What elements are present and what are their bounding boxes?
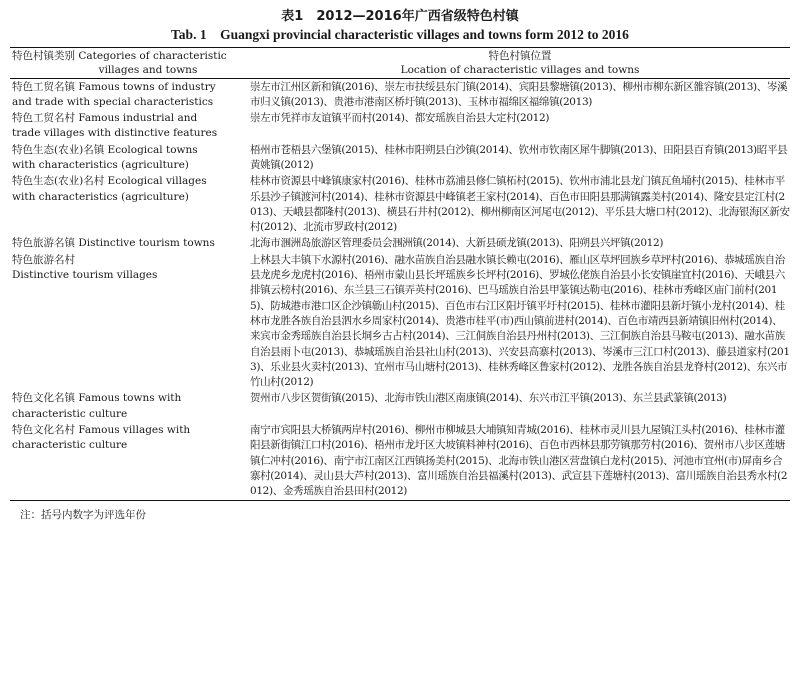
- category-zh: 特色旅游名村: [12, 253, 75, 266]
- row-category: [10, 423, 250, 501]
- category-en: and trade with special characteristics: [12, 95, 214, 108]
- header-category-zh: 特色村镇类别 Categories of characteristic: [12, 50, 227, 62]
- row-category: [10, 174, 250, 236]
- table-row: [10, 79, 790, 111]
- table-row: [10, 236, 790, 252]
- header-location-en: Location of characteristic villages and towns: [400, 64, 640, 76]
- row-locations: 崇左市凭祥市友谊镇平而村(2014)、都安瑶族自治县大定村(2012): [250, 112, 550, 125]
- row-locations: 北海市涠洲岛旅游区管理委员会涠洲镇(2014)、大新县硕龙镇(2013)、阳朔县兴坪镇(2012): [250, 237, 664, 250]
- table-row: [10, 423, 790, 501]
- table-row: [10, 252, 790, 391]
- row-locations: 梧州市苍梧县六堡镇(2015)、桂林市阳朔县白沙镇(2014)、钦州市钦南区犀牛脚镇(2013)、田阳县百育镇(2013)昭平县黄姚镇(2012): [250, 143, 788, 171]
- category-zh: 特色文化名村 Famous villages with: [12, 424, 191, 437]
- row-category: [10, 252, 250, 391]
- header-category: [10, 48, 250, 79]
- category-en: with characteristics (agriculture): [12, 190, 189, 203]
- row-locations: 南宁市宾阳县大桥镇两岸村(2016)、柳州市柳城县大埔镇知青城(2016)、桂林市灵川县九屋镇江头村(2016)、桂林市灌阳县新街镇江口村(2016)、梧州市龙圩区大坡镇料神村(2016)、百色市西林县那劳镇那劳村(2016)、贺州市八步区莲塘镇仁冲村(2016)、南宁市江南区江西镇扬美村(2015)、北海市铁山港区营盘镇白龙村(2015)、河池市宜州(市)屏南乡合寨村(2014)、灵山县大芦村(2013)、富川瑶族自治县福溪村(2013)、武宣县下莲塘村(2013)、富川瑶族自治县秀水村(2012)、金秀瑶族自治县田村(2012): [250, 423, 790, 501]
- category-zh: 特色旅游名镇 Distinctive tourism towns: [12, 237, 215, 250]
- row-category: [10, 391, 250, 423]
- category-zh: 特色文化名镇 Famous towns with: [12, 392, 182, 405]
- category-en: trade villages with distinctive features: [12, 127, 218, 140]
- header-location-zh: 特色村镇位置: [488, 50, 552, 62]
- row-locations: 桂林市资源县中峰镇康家村(2016)、桂林市荔浦县修仁镇柘村(2015)、钦州市浦北县龙门镇瓦鱼埇村(2015)、桂林市平乐县沙子镇渡河村(2014)、桂林市资源县中峰镇老王家村(2014)、百色市田阳县那满镇露美村(2014)、隆安县定江村(2013)、天峨县都隆村(2013)、横县石井村(2012)、柳州柳南区河尾屯(2012)、平乐县大塘口村(2012)、北海银海区新安村(2012)、北流市罗政村(2012): [250, 175, 790, 234]
- table-title-en: Tab. 1 Guangxi provincial characteristic villages and towns form 2012 to 2016: [171, 27, 629, 42]
- characteristic-villages-table: [10, 48, 790, 501]
- category-en: characteristic culture: [12, 439, 128, 452]
- table-header-row: [10, 48, 790, 79]
- table-title-zh: 表1 2012—2016年广西省级特色村镇: [281, 9, 519, 24]
- table-row: [10, 111, 790, 143]
- table-row: [10, 142, 790, 174]
- header-category-en: villages and towns: [98, 64, 198, 76]
- table-row: [10, 391, 790, 423]
- table-note: 注：括号内数字为评选年份: [20, 509, 146, 522]
- row-locations: 崇左市江州区新和镇(2016)、崇左市扶绥县东门镇(2014)、宾阳县黎塘镇(2013)、柳州市柳东新区雒容镇(2013)、岑溪市归义镇(2013)、贵港市港南区桥圩镇(2013)、玉林市福绵区福绵镇(2013): [250, 80, 788, 108]
- row-category: [10, 111, 250, 143]
- category-en: with characteristics (agriculture): [12, 158, 189, 171]
- row-locations: 上林县大丰镇下水源村(2016)、融水苗族自治县融水镇长赖屯(2016)、雁山区草坪回族乡草坪村(2016)、恭城瑶族自治县龙虎乡龙虎村(2016)、梧州市蒙山县长坪瑶族乡长坪村(2016)、罗城仫佬族自治县小长安镇崖宜村(2016)、天峨县六排镇云榜村(2016)、东兰县三石镇弄英村(2016)、巴马瑶族自治县甲篆镇达勒屯(2016)、桂林市秀峰区庙门前村(2015)、防城港市港口区企沙镇簕山村(2015)、百色市右江区阳圩镇平圩村(2015)、桂林市灌阳县新圩镇小龙村(2014)、桂林市龙胜各族自治县泗水乡周家村(2014)、贵港市桂平(市)西山镇前进村(2014)、百色市靖西县新靖镇旧州村(2014)、来宾市金秀瑶族自治县长垌乡古占村(2014)、三江侗族自治县丹州村(2013)、三江侗族自治县马鞍屯(2013)、融水苗族自治县雨卜屯(2013)、恭城瑶族自治县社山村(2013)、兴安县高寨村(2013)、岑溪市三江口村(2013)、藤县道家村(2013)、乐业县火卖村(2013)、宜州市马山塘村(2013)、桂林秀峰区鲁家村(2012)、龙胜各族自治县龙脊村(2012)、东兴市竹山村(2012): [250, 253, 790, 389]
- category-zh: 特色工贸名村 Famous industrial and: [12, 112, 198, 125]
- row-category: [10, 79, 250, 111]
- category-zh: 特色工贸名镇 Famous towns of industry: [12, 80, 216, 93]
- category-zh: 特色生态(农业)名村 Ecological villages: [12, 175, 207, 188]
- row-category: [10, 236, 250, 252]
- category-en: characteristic culture: [12, 407, 128, 420]
- header-location: [250, 48, 790, 79]
- row-locations: 贺州市八步区贺街镇(2015)、北海市铁山港区南康镇(2014)、东兴市江平镇(2013)、东兰县武篆镇(2013): [250, 392, 727, 405]
- category-en: Distinctive tourism villages: [12, 269, 158, 282]
- category-zh: 特色生态(农业)名镇 Ecological towns: [12, 143, 198, 156]
- table-row: [10, 174, 790, 236]
- row-category: [10, 142, 250, 174]
